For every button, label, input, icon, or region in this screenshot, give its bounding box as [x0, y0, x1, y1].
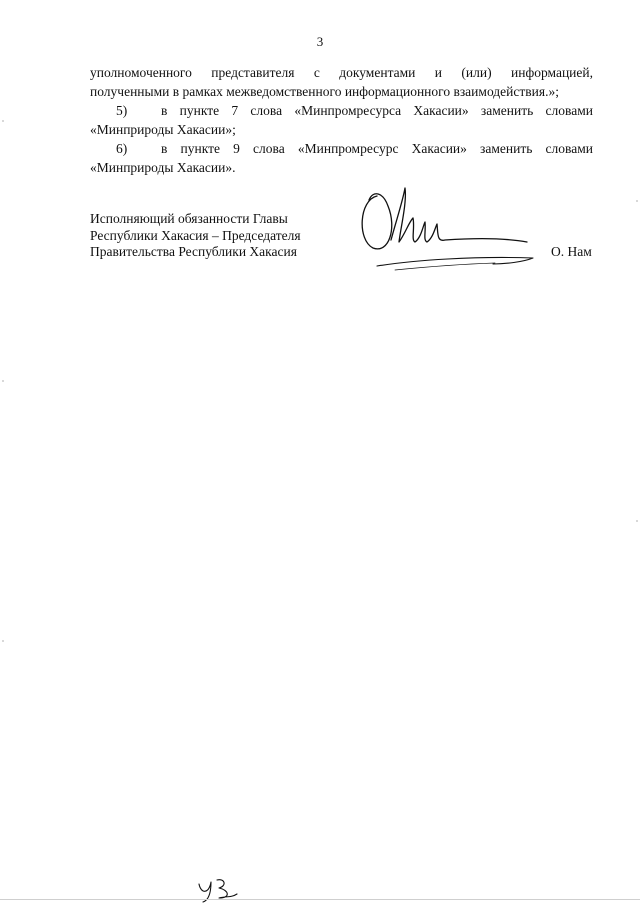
handwritten-initials: [195, 872, 245, 905]
paragraph-line: полученными в рамках межведомственного информационного взаимодействия.»;: [90, 84, 559, 99]
signatory-title-line: Исполняющий обязанности Главы: [90, 211, 288, 226]
page-number: 3: [316, 34, 324, 49]
signature-stroke: [395, 263, 495, 270]
paragraph-line: уполномоченного представителя с документами и (или) информацией,: [90, 65, 593, 80]
page-bottom-edge: [0, 899, 640, 900]
scan-edge-mark: [2, 120, 4, 122]
signatory-title: [90, 211, 301, 261]
list-item-5: [90, 101, 593, 120]
signature-stroke: [362, 194, 392, 249]
list-item-number: 6): [116, 141, 128, 156]
signatory-name: О. Нам: [551, 244, 592, 259]
handwritten-signature: [355, 178, 545, 278]
scan-edge-mark: [2, 640, 4, 642]
document-body: [90, 63, 593, 177]
list-item-text: в пункте 9 слова «Минпромресурс Хакасии» заменить словами: [161, 141, 593, 156]
list-item-continuation: «Минприроды Хакасии»;: [90, 122, 236, 137]
list-item-6: [90, 139, 593, 158]
signature-stroke: [391, 188, 527, 242]
list-item-number: 5): [116, 103, 128, 118]
scan-edge-mark: [2, 380, 4, 382]
list-item-continuation: «Минприроды Хакасии».: [90, 160, 236, 175]
signatory-title-line: Правительства Республики Хакасия: [90, 244, 297, 259]
scan-edge-mark: [636, 520, 638, 522]
scan-edge-mark: [636, 200, 638, 202]
initials-stroke: [217, 880, 237, 898]
signatory-title-line: Республики Хакасия – Председателя: [90, 227, 301, 243]
list-item-text: в пункте 7 слова «Минпромресурса Хакасии» заменить словами: [161, 103, 593, 118]
